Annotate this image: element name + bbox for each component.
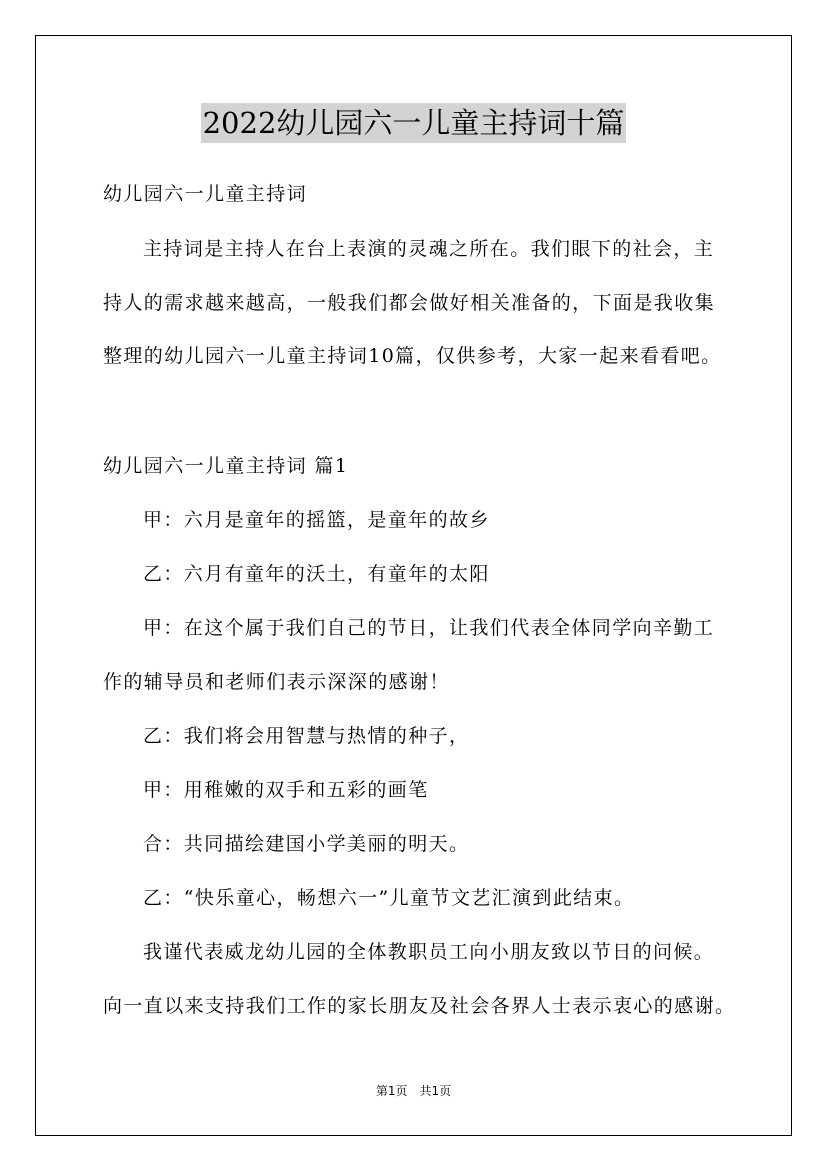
- paragraph-line: 我谨代表威龙幼儿园的全体教职员工向小朋友致以节日的问候。: [143, 941, 715, 963]
- dialogue-line: 甲：用稚嫩的双手和五彩的画笔: [143, 779, 429, 801]
- page-number: 第1页 共1页: [375, 1084, 452, 1098]
- title-container: [0, 103, 827, 143]
- document-title: 2022幼儿园六一儿童主持词十篇: [201, 103, 627, 143]
- dialogue-line: 甲：六月是童年的摇篮，是童年的故乡: [143, 509, 490, 531]
- dialogue-line: 乙：我们将会用智慧与热情的种子，: [143, 725, 470, 747]
- dialogue-line: 乙：“快乐童心，畅想六一”儿童节文艺汇演到此结束。: [143, 887, 635, 909]
- section-heading: 幼儿园六一儿童主持词 篇1: [103, 455, 349, 477]
- dialogue-line: 乙：六月有童年的沃土，有童年的太阳: [143, 563, 490, 585]
- dialogue-line: 合：共同描绘建国小学美丽的明天。: [143, 833, 470, 855]
- section-heading: 幼儿园六一儿童主持词: [103, 183, 308, 205]
- paragraph-line: 整理的幼儿园六一儿童主持词10篇，仅供参考，大家一起来看看吧。: [103, 345, 722, 367]
- paragraph-line: 主持词是主持人在台上表演的灵魂之所在。我们眼下的社会，主: [143, 238, 715, 260]
- paragraph-line: 持人的需求越来越高，一般我们都会做好相关准备的，下面是我收集: [103, 292, 716, 314]
- dialogue-line: 甲：在这个属于我们自己的节日，让我们代表全体同学向辛勤工: [143, 617, 715, 639]
- paragraph-line: 向一直以来支持我们工作的家长朋友及社会各界人士表示衷心的感谢。: [103, 995, 736, 1017]
- dialogue-line: 作的辅导员和老师们表示深深的感谢！: [103, 671, 450, 693]
